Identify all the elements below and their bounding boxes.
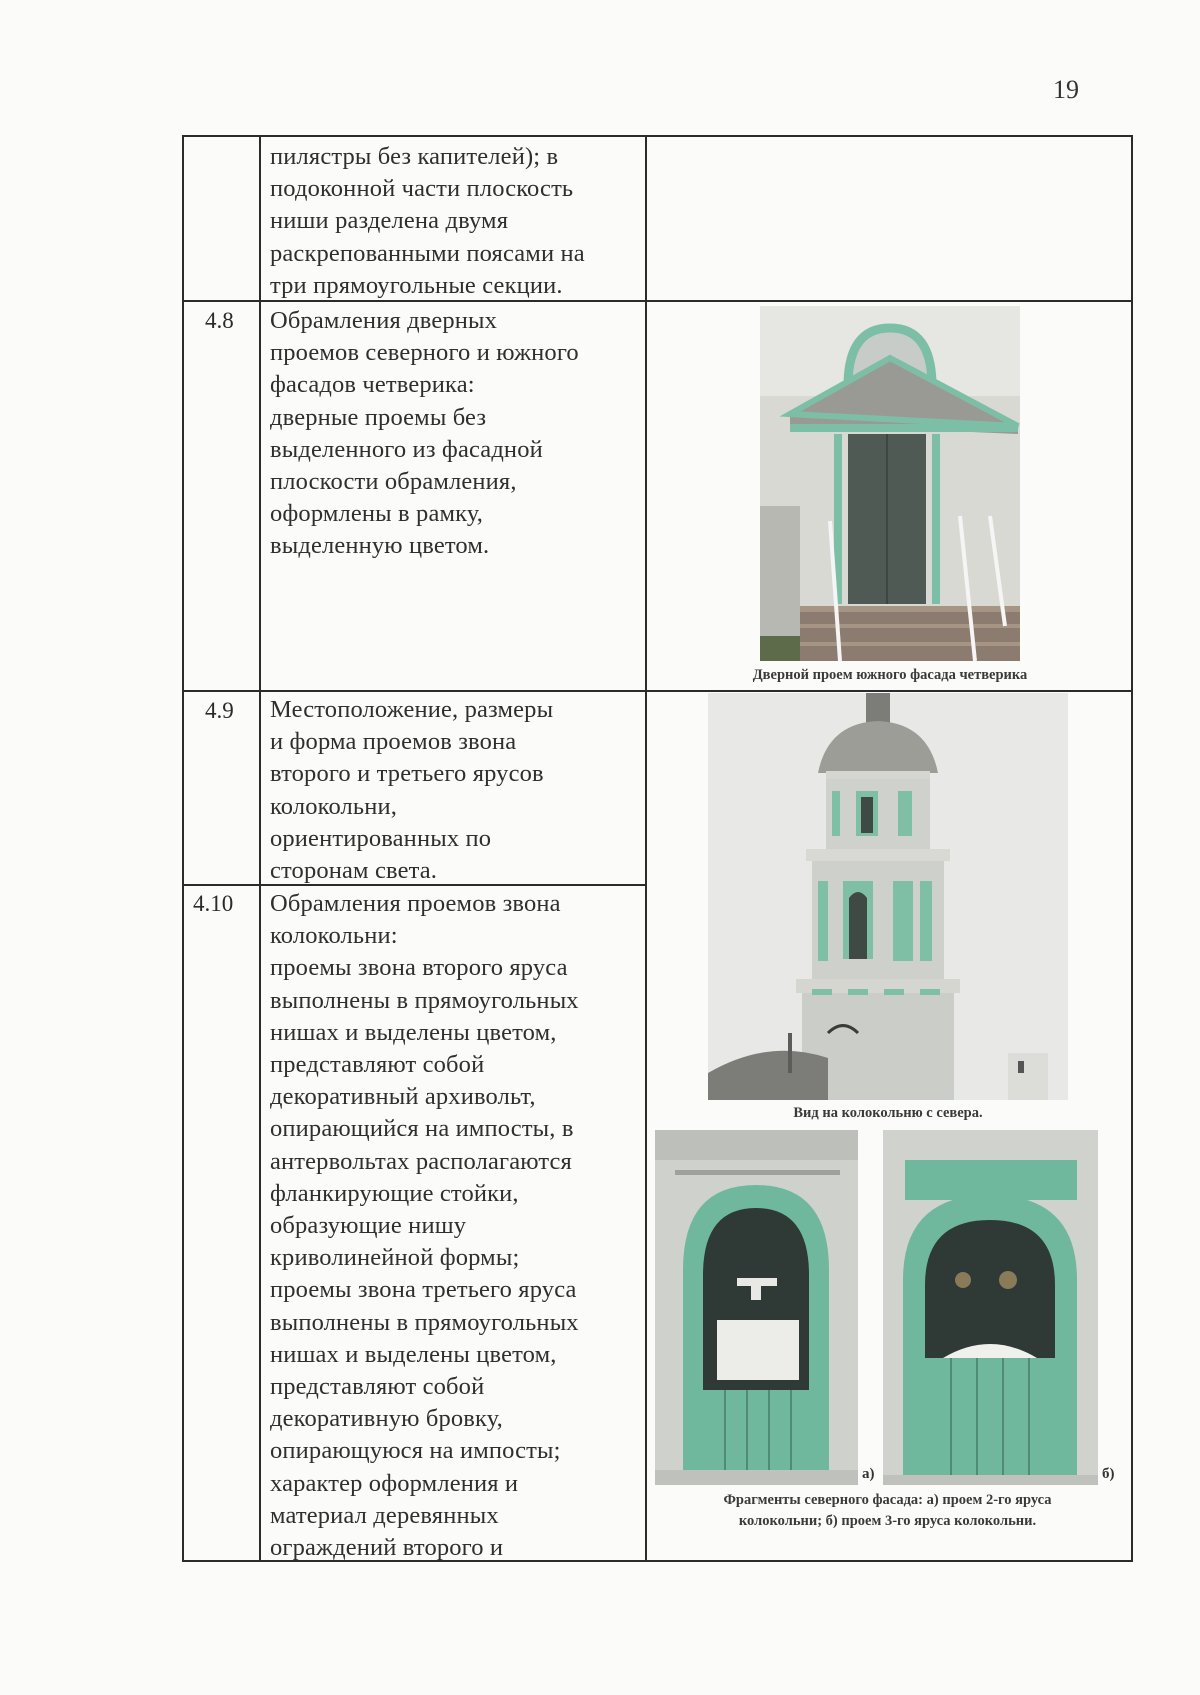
bell-tower-caption: Вид на колокольню с севера. — [793, 1105, 983, 1121]
door-portal-caption: Дверной проем южного фасада четверика — [752, 667, 1028, 683]
fragment-a-label: а) — [862, 1466, 875, 1482]
column-divider — [259, 135, 261, 1562]
row-text: Обрамления дверных проемов северного и южного фасадов четверика: дверные проемы без выделенного из фасадной плоскости обрамления, оформлены в рамку, выделенную цветом. — [270, 307, 579, 560]
row-text: Местоположение, размеры и форма проемов звона второго и третьего ярусов колокольни, ориентированных по сторонам света. — [270, 696, 554, 885]
row-number: 4.9 — [205, 698, 234, 723]
row-text: пилястры без капителей); в подоконной части плоскость ниши разделена двумя раскрепованными поясами на три прямоугольные секции. — [270, 143, 585, 299]
fragment-a-photo — [655, 1130, 858, 1485]
row-number: 4.10 — [193, 891, 234, 916]
column-divider — [645, 135, 647, 1562]
row-text: Обрамления проемов звона колокольни: проемы звона второго яруса выполнены в прямоугольных нишах и выделены цветом, представляют собой декоративный архивольт, опирающийся на импосты, в антервольтах располагаются фланкирующие стойки, образующие нишу криволинейной формы; проемы звона третьего яруса выполнены в прямоугольных нишах и выделены цветом, представляют собой декоративную бровку, опирающуюся на импосты; характер оформления и материал деревянных ограждений второго и — [270, 890, 579, 1562]
fragments-caption: Фрагменты северного фасада: а) проем 2-го яруса колокольни; б) проем 3-го яруса колокольни. — [723, 1492, 1052, 1529]
table-border-right — [1131, 135, 1133, 1562]
bell-tower-photo — [708, 693, 1068, 1100]
fragment-b-label: б) — [1102, 1466, 1115, 1482]
fragment-b-photo — [883, 1130, 1098, 1485]
row-divider — [182, 690, 1133, 692]
door-portal-photo — [760, 306, 1020, 661]
page-number: 19 — [1053, 75, 1079, 104]
table-border-left — [182, 135, 184, 1562]
row-number: 4.8 — [205, 308, 234, 333]
table-border-top — [182, 135, 1133, 137]
